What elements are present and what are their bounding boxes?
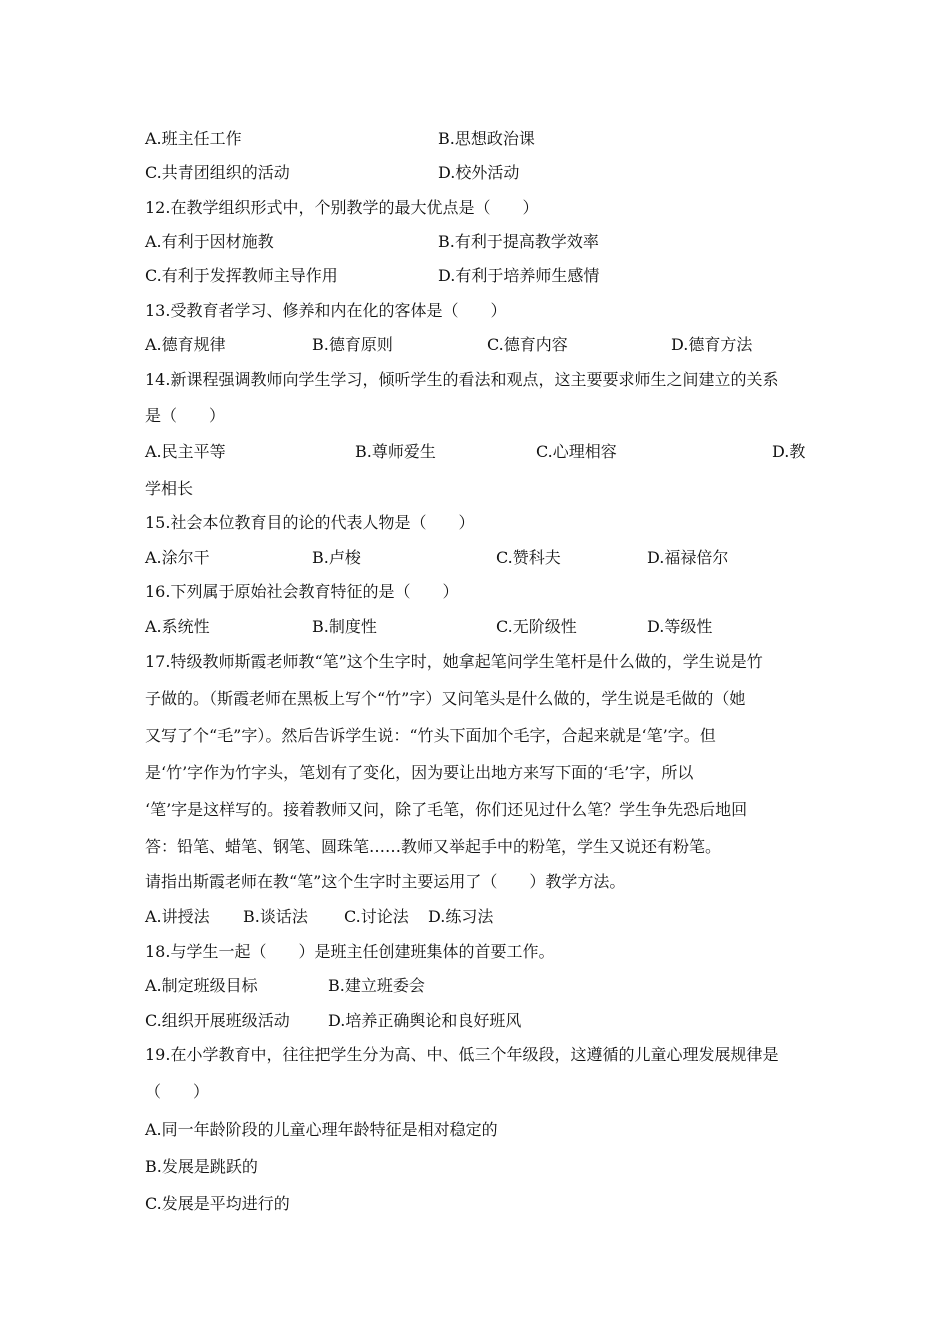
q17-option-a: A.讲授法 bbox=[145, 907, 210, 926]
q12-option-a: A.有利于因材施教 bbox=[145, 232, 274, 251]
q16-option-c: C.无阶级性 bbox=[496, 617, 577, 636]
q16-option-d: D.等级性 bbox=[647, 617, 713, 636]
q16-option-b: B.制度性 bbox=[312, 617, 377, 636]
q14-option-d-part-1: D.教 bbox=[772, 442, 806, 461]
q12-stem: 12.在教学组织形式中，个别教学的最大优点是（ ） bbox=[145, 198, 539, 217]
q17-passage-line-2: 子做的。（斯霞老师在黑板上写个“竹”字）又问笔头是什么做的，学生说是毛做的（她 bbox=[145, 689, 746, 708]
q11-option-b: B.思想政治课 bbox=[438, 129, 535, 148]
q14-option-c: C.心理相容 bbox=[536, 442, 617, 461]
q19-stem-line-2: （ ） bbox=[145, 1082, 210, 1101]
q15-option-a: A.涂尔干 bbox=[145, 548, 210, 567]
q13-option-b: B.德育原则 bbox=[312, 335, 393, 354]
q11-option-a: A.班主任工作 bbox=[145, 129, 242, 148]
q15-stem: 15.社会本位教育目的论的代表人物是（ ） bbox=[145, 513, 475, 532]
q18-option-b: B.建立班委会 bbox=[328, 976, 425, 995]
q12-option-c: C.有利于发挥教师主导作用 bbox=[145, 266, 338, 285]
q19-option-c: C.发展是平均进行的 bbox=[145, 1194, 290, 1213]
q13-option-c: C.德育内容 bbox=[487, 335, 568, 354]
q17-question: 请指出斯霞老师在教“笔”这个生字时主要运用了（ ）教学方法。 bbox=[145, 872, 626, 891]
q12-option-b: B.有利于提高教学效率 bbox=[438, 232, 599, 251]
q13-option-a: A.德育规律 bbox=[145, 335, 226, 354]
q19-option-b: B.发展是跳跃的 bbox=[145, 1157, 258, 1176]
q17-passage-line-3: 又写了个“毛”字）。然后告诉学生说：“竹头下面加个毛字，合起来就是‘笔’字。但 bbox=[145, 726, 716, 745]
q19-stem-line-1: 19.在小学教育中，往往把学生分为高、中、低三个年级段，这遵循的儿童心理发展规律是 bbox=[145, 1045, 779, 1064]
q13-option-d: D.德育方法 bbox=[671, 335, 753, 354]
q17-passage-line-4: 是‘竹’字作为竹字头，笔划有了变化，因为要让出地方来写下面的‘毛’字，所以 bbox=[145, 763, 694, 782]
q16-option-a: A.系统性 bbox=[145, 617, 210, 636]
q17-passage-line-5: ‘笔’字是这样写的。接着教师又问，除了毛笔，你们还见过什么笔？学生争先恐后地回 bbox=[145, 800, 748, 819]
q15-option-b: B.卢梭 bbox=[312, 548, 361, 567]
q14-option-b: B.尊师爱生 bbox=[355, 442, 436, 461]
q19-option-a: A.同一年龄阶段的儿童心理年龄特征是相对稳定的 bbox=[145, 1120, 498, 1139]
q12-option-d: D.有利于培养师生感情 bbox=[438, 266, 600, 285]
q11-option-c: C.共青团组织的活动 bbox=[145, 163, 290, 182]
q17-option-c: C.讨论法 bbox=[344, 907, 409, 926]
q17-passage-line-1: 17.特级教师斯霞老师教“笔”这个生字时，她拿起笔问学生笔杆是什么做的，学生说是竹 bbox=[145, 652, 763, 671]
q15-option-c: C.赞科夫 bbox=[496, 548, 561, 567]
q18-option-d: D.培养正确舆论和良好班风 bbox=[328, 1011, 522, 1030]
q11-option-d: D.校外活动 bbox=[438, 163, 520, 182]
q18-option-c: C.组织开展班级活动 bbox=[145, 1011, 290, 1030]
q14-stem-line-2: 是（ ） bbox=[145, 406, 226, 425]
q14-option-d-part-2: 学相长 bbox=[145, 479, 194, 498]
q13-stem: 13.受教育者学习、修养和内在化的客体是（ ） bbox=[145, 301, 507, 320]
q14-option-a: A.民主平等 bbox=[145, 442, 226, 461]
q17-option-b: B.谈话法 bbox=[243, 907, 308, 926]
q15-option-d: D.福禄倍尔 bbox=[647, 548, 729, 567]
q18-stem: 18.与学生一起（ ）是班主任创建班集体的首要工作。 bbox=[145, 942, 555, 961]
q18-option-a: A.制定班级目标 bbox=[145, 976, 258, 995]
q17-passage-line-6: 答：铅笔、蜡笔、钢笔、圆珠笔……教师又举起手中的粉笔，学生又说还有粉笔。 bbox=[145, 837, 722, 856]
q14-stem-line-1: 14.新课程强调教师向学生学习，倾听学生的看法和观点，这主要要求师生之间建立的关系 bbox=[145, 370, 779, 389]
q17-option-d: D.练习法 bbox=[428, 907, 494, 926]
q16-stem: 16.下列属于原始社会教育特征的是（ ） bbox=[145, 582, 459, 601]
